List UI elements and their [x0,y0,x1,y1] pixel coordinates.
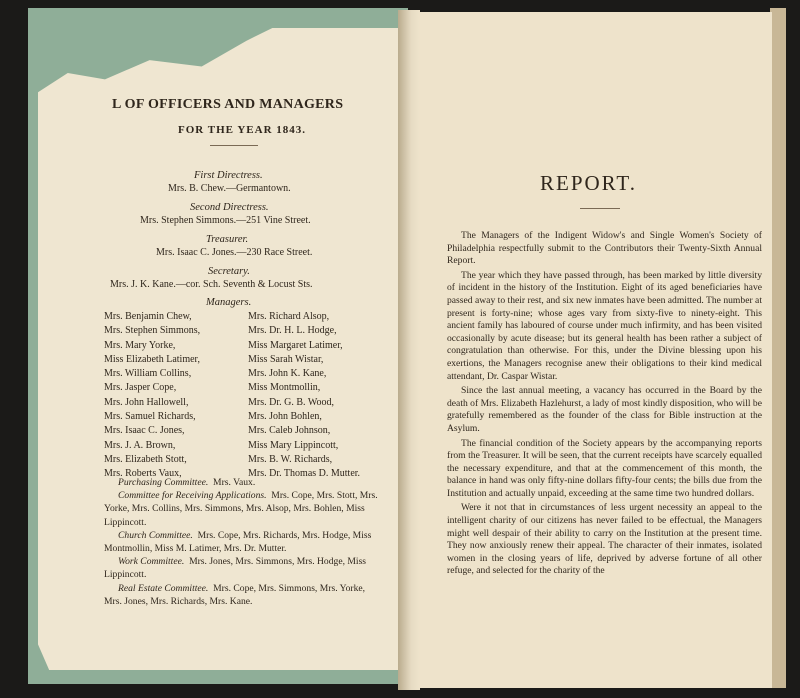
manager-name: Mrs. John Bohlen, [248,411,322,423]
report-paragraph: Were it not that in circumstances of less urgent necessity an appeal to the intelligent charity of our citizens has never failed to be effectual, the Managers might well despair of their ability to carry on the Institution at the present time. They now anxiously renew their appeal. The character of their inmates, isolated women in the closing years of life, deprived by adverse fortune of all other refuge, and selected for the charity of the [447,502,762,577]
manager-name: Mrs. Dr. Thomas D. Mutter. [248,468,361,480]
committee-church [104,529,384,555]
manager-name: Mrs. Benjamin Chew, [104,311,192,322]
book-edge-right [770,8,786,688]
treasurer-name: Mrs. Isaac C. Jones.—230 Race Street. [156,247,313,258]
committee-name: Purchasing Committee. [118,477,209,488]
report-paragraph: The year which they have passed through, has been marked by little diversity of incident in the history of the Institution. Eight of its aged beneficiaries have passed away to their rest, and six new inmates have been admitted. The number at present is forty-nine; whose ages vary from sixty-five to ninety-eight. This ancient family has laboured of course under much infirmity, and has been visited occasionally by acute disease; but its general health has been rather a subject of congratulation than otherwise. For this, under the Divine blessing upon his exertions, the Managers recognise anew their obligations to their kind medical attendant, Dr. Caspar Wistar. [447,269,762,382]
managers-heading: Managers. [206,297,252,308]
manager-name: Mrs. Isaac C. Jones, [104,425,185,437]
committee-name: Real Estate Committee. [118,582,209,594]
manager-name: Mrs. John K. Kane, [248,368,327,380]
manager-name: Mrs. Richard Alsop, [248,311,330,322]
committees [104,476,384,608]
managers-left-column [104,310,200,482]
first-directress-role: First Directress. [194,170,263,181]
committee-name: Committee for Receiving Applications. [118,490,267,502]
manager-name: Mrs. Elizabeth Stott, [104,453,187,465]
committee-name: Church Committee. [118,529,193,541]
year-heading: FOR THE YEAR 1843. [178,124,307,136]
manager-name: Miss Mary Lippincott, [248,439,339,451]
manager-name: Miss Margaret Latimer, [248,339,343,351]
second-directress-role: Second Directress. [190,202,269,213]
manager-name: Mrs. Jasper Cope, [104,382,177,394]
manager-name: Mrs. Dr. H. L. Hodge, [248,325,337,337]
manager-name: Miss Montmollin, [248,382,321,394]
treasurer-role: Treasurer. [206,234,249,245]
committee-real-estate [104,582,384,608]
report-title: REPORT. [540,171,637,195]
committee-members: Mrs. Cope, Mrs. Stott, Mrs. Yorke, Mrs. Collins, Mrs. Simmons, Mrs. Alsop, Mrs. Bohlen, Miss Lippincott. [104,490,378,528]
managers-right-column [248,310,360,482]
committee-members: Mrs. Cope, Mrs. Simmons, Mrs. Yorke, Mrs. Jones, Mrs. Richards, Mrs. Kane. [104,582,366,607]
committee-applications [104,489,384,529]
report-body [447,230,762,580]
report-paragraph: The financial condition of the Society appears by the accompanying reports from the Treasurer. It will be seen, that the current receipts have scarcely equalled the necessary expenditure, and that at the commencement of this month, the balance in hand was only fifty-nine dollars fifty-four cents; the bills due from the Institution and actually unpaid, exceeding at the same time two hundred dollars. [447,437,762,499]
divider [210,145,258,146]
manager-name: Mrs. Mary Yorke, [104,339,176,351]
manager-name: Mrs. Samuel Richards, [104,411,196,423]
committee-name: Work Committee. [118,556,185,568]
manager-name: Miss Elizabeth Latimer, [104,353,200,365]
report-paragraph: Since the last annual meeting, a vacancy has occurred in the Board by the death of Mrs. Elizabeth Hazlehurst, a lady of most kindly disposition, who will be gratefully remembered as the founder of the class for Bible instruction at the Asylum. [447,385,762,434]
manager-name: Mrs. John Hallowell, [104,396,189,408]
committee-members: Mrs. Vaux. [213,477,256,488]
committee-members: Mrs. Jones, Mrs. Simmons, Mrs. Hodge, Miss Lippincott. [104,556,367,581]
secretary-role: Secretary. [208,266,250,277]
divider [580,208,620,209]
committee-work [104,555,384,581]
manager-name: Mrs. Roberts Vaux, [104,468,182,480]
book-gutter [398,10,420,690]
manager-name: Miss Sarah Wistar, [248,353,324,365]
manager-name: Mrs. Caleb Johnson, [248,425,331,437]
committee-purchasing [104,476,384,489]
manager-name: Mrs. Stephen Simmons, [104,325,201,337]
manager-name: Mrs. B. W. Richards, [248,453,333,465]
committee-members: Mrs. Cope, Mrs. Richards, Mrs. Hodge, Miss Montmollin, Miss M. Latimer, Mrs. Dr. Mutter. [104,529,372,555]
list-title: L OF OFFICERS AND MANAGERS [112,97,344,112]
manager-name: Mrs. Dr. G. B. Wood, [248,396,334,408]
manager-name: Mrs. William Collins, [104,368,192,380]
second-directress-name: Mrs. Stephen Simmons.—251 Vine Street. [140,215,311,226]
first-directress-name: Mrs. B. Chew.—Germantown. [168,183,291,194]
secretary-name: Mrs. J. K. Kane.—cor. Sch. Seventh & Locust Sts. [110,279,313,290]
manager-name: Mrs. J. A. Brown, [104,439,176,451]
report-paragraph: The Managers of the Indigent Widow's and Single Women's Society of Philadelphia respectfully submit to the Contributors their Twenty-Sixth Annual Report. [447,230,762,267]
